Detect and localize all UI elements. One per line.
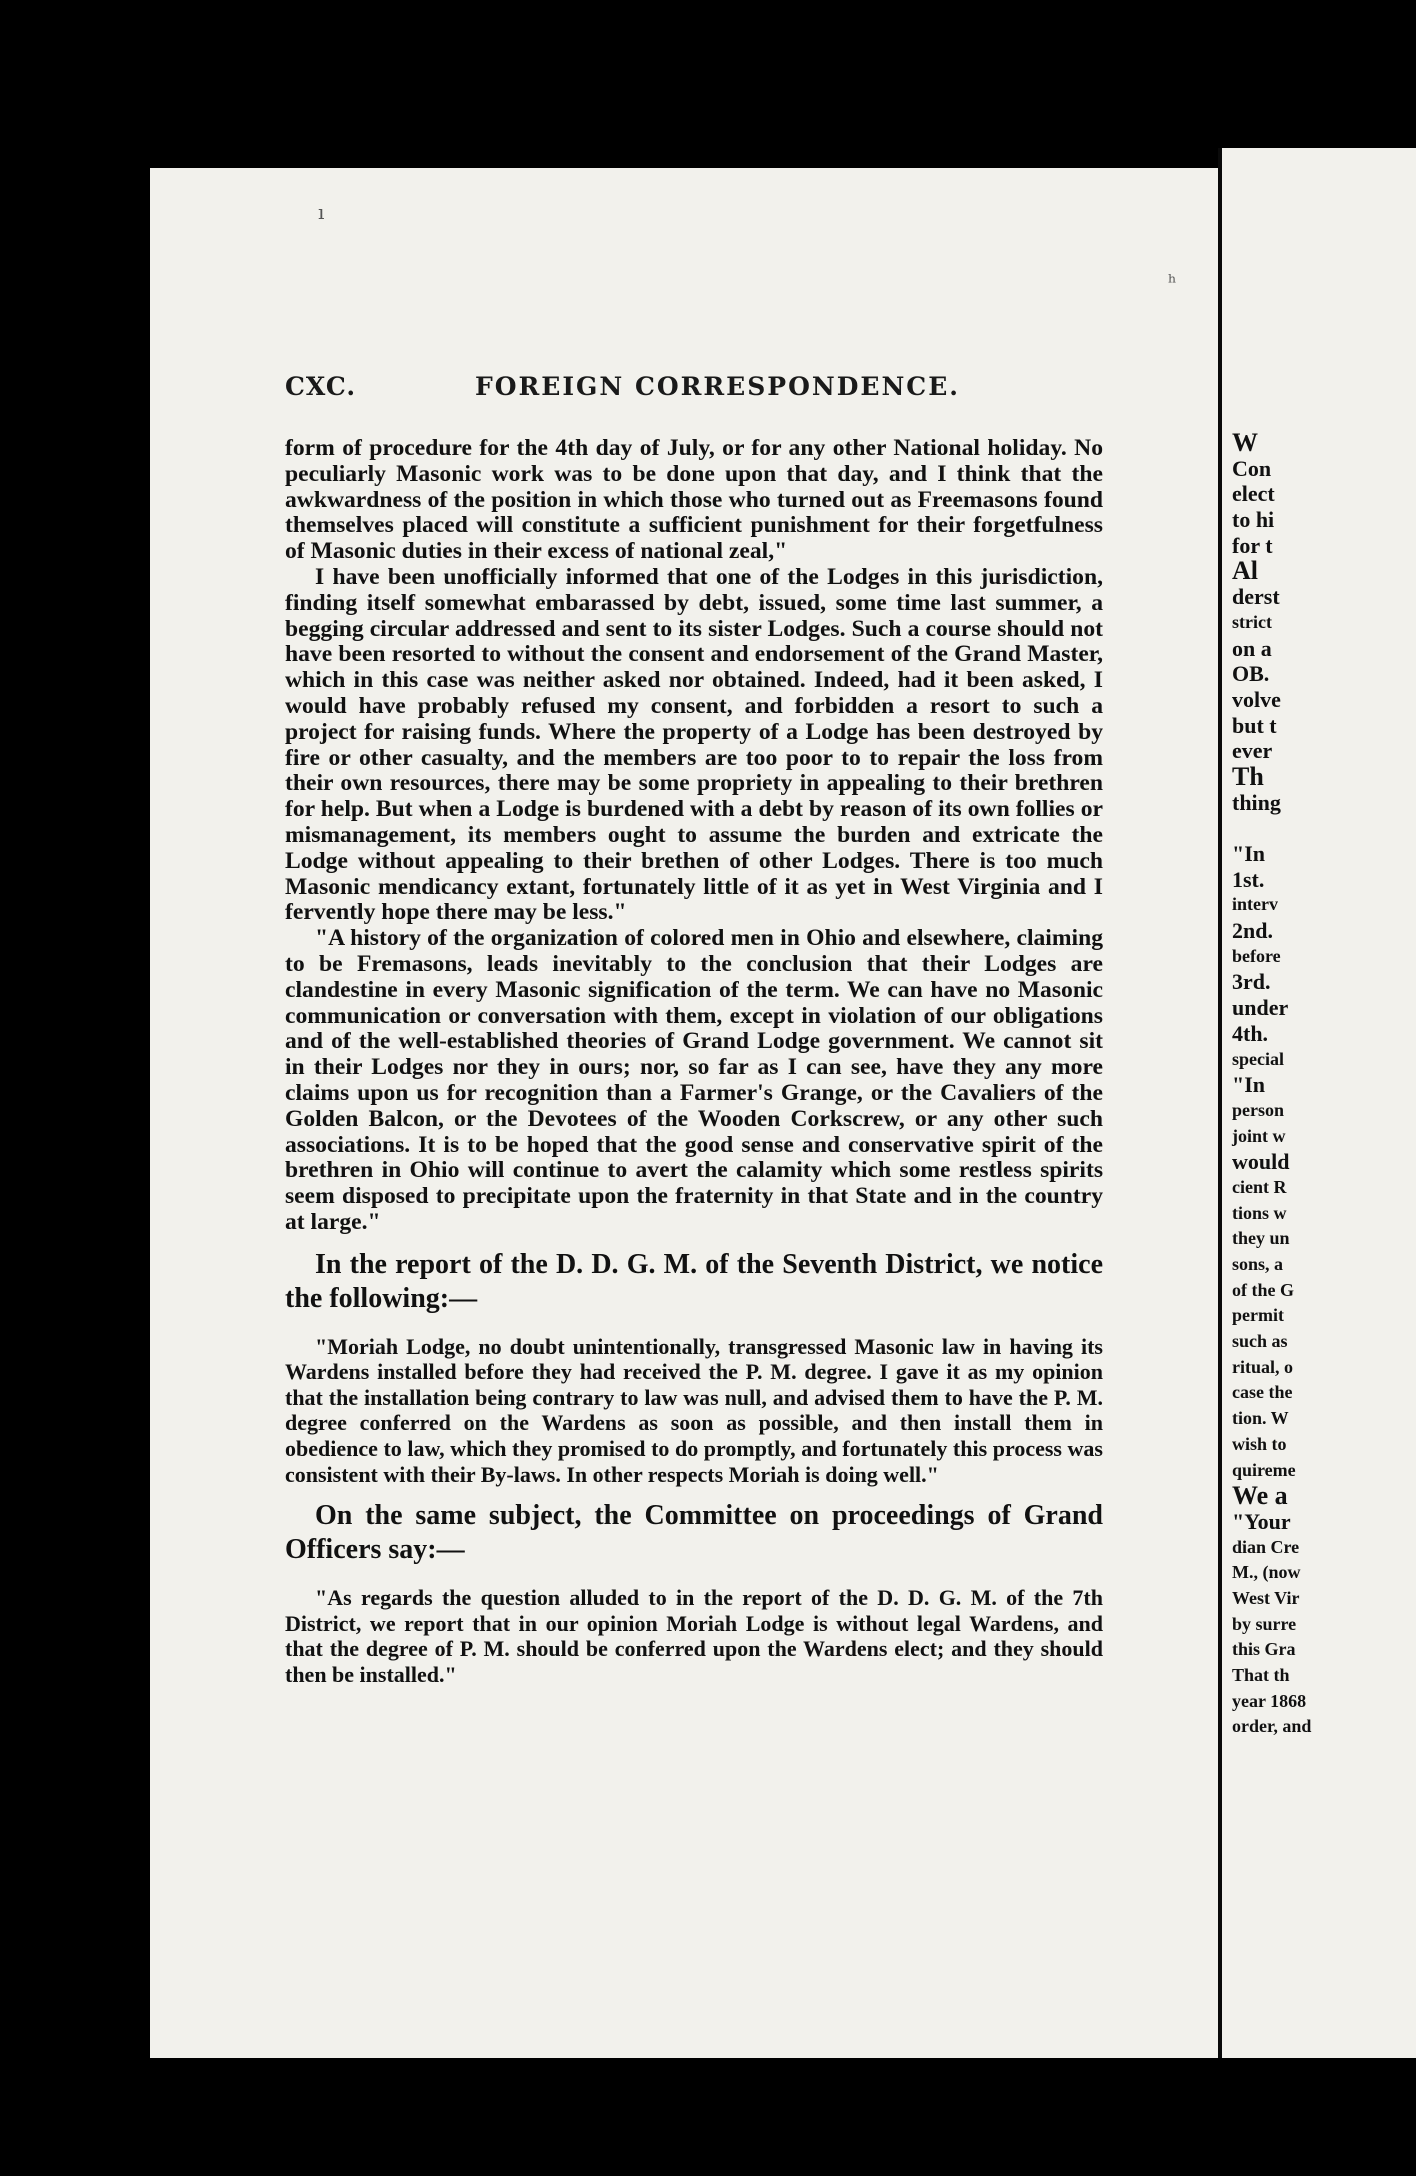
right-page-line: volve [1232, 686, 1281, 712]
right-page-line: for t [1232, 532, 1273, 558]
right-page-line: 3rd. [1232, 969, 1271, 995]
right-page-line [1232, 815, 1416, 841]
right-page-line: 1st. [1232, 866, 1265, 892]
right-page-line: by surre [1232, 1613, 1297, 1634]
right-page-line: dian Cre [1232, 1536, 1300, 1557]
right-page-line: Th [1232, 761, 1264, 791]
right-page-line: tions w [1232, 1202, 1287, 1223]
right-page-line: West Vir [1232, 1587, 1300, 1608]
right-page-line: thing [1232, 789, 1281, 815]
right-page-line: sons, a [1232, 1254, 1284, 1274]
right-page-line: interv [1232, 894, 1278, 915]
right-page-line: person [1232, 1099, 1285, 1120]
right-page-line: 2nd. [1232, 918, 1273, 944]
running-title: FOREIGN CORRESPONDENCE. [475, 372, 960, 401]
right-page-line: case the [1232, 1382, 1293, 1403]
right-page-line: permit [1232, 1305, 1284, 1326]
right-page-line: ever [1232, 738, 1273, 764]
right-page-line: Al [1232, 556, 1258, 586]
right-page-line: quireme [1232, 1459, 1296, 1480]
right-page-line: they un [1232, 1228, 1290, 1249]
right-page-line: 4th. [1232, 1020, 1269, 1046]
right-page-line: joint w [1232, 1125, 1286, 1146]
right-page-line: derst [1232, 584, 1280, 610]
right-page-line: strict [1232, 611, 1272, 632]
right-page-line: tion. W [1232, 1408, 1289, 1429]
right-page-line: year 1868 [1232, 1690, 1307, 1711]
right-page-line: wish to [1232, 1433, 1287, 1454]
right-page-line: "In [1232, 841, 1266, 866]
main-text-column [285, 436, 1103, 1688]
right-page-line: Con [1232, 455, 1272, 481]
right-page-line: cient R [1232, 1176, 1287, 1197]
right-page-line: M., (now [1232, 1562, 1301, 1583]
right-page-line: ritual, o [1232, 1356, 1293, 1377]
right-page-line: We a [1232, 1481, 1288, 1511]
right-page-line: order, and [1232, 1716, 1312, 1737]
right-page-line: That th [1232, 1665, 1290, 1685]
right-page-line: before [1232, 945, 1281, 966]
right-page-line: to hi [1232, 507, 1275, 533]
right-page-line: of the G [1232, 1279, 1294, 1300]
page-speck: ı [318, 200, 325, 224]
quote-committee-report: "As regards the question alluded to in the report of the D. D. G. M. of the 7th District, we report that in our opinion Moriah Lodge is without legal Wardens, and that the degree of P. M. should be conferred upon the Wardens elect; and they should then be installed." [285, 1585, 1103, 1688]
paragraph-continuation: form of procedure for the 4th day of July, or for any other National holiday. No peculiarly Masonic work was to be done upon that day, and I think that the awkwardness of the position in which those who turned out as Freemasons found themselves placed will constitute a sufficient punishment for their forgetfulness of Masonic duties in their excess of national zeal," [285, 435, 1103, 565]
paragraph-begging-circular: I have been unofficially informed that one of the Lodges in this jurisdiction, finding itself somewhat embarassed by debt, issued, some time last summer, a begging circular addressed and sent to its sister Lodges. Such a course should not have been resorted to without the consent and endorsement of the Grand Master, which in this case was neither asked nor obtained. Indeed, had it been asked, I would have probably refused my consent, and forbidden a resort to such a project for raising funds. Where the property of a Lodge has been destroyed by fire or other casualty, and the members are too poor to to repair the loss from their own resources, there may be some propriety in appealing to their brethren for help. But when a Lodge is burdened with a debt by reason of its own follies or mismanagement, its members ought to assume the burden and extricate the Lodge without appealing to their brethen of other Lodges. There is too much Masonic mendicancy extant, fortunately little of it as yet in West Virginia and I fervently hope there may be less." [285, 563, 1103, 926]
right-page-line: under [1232, 995, 1289, 1021]
quote-moriah-lodge: "Moriah Lodge, no doubt unintentionally, transgressed Masonic law in having its Wardens installed before they had received the P. M. degree. I gave it as my opinion that the installation being contrary to law was null, and advised them to have the P. M. degree conferred on the Wardens as soon as possible, and then install them in obedience to law, which they promised to do promptly, and fortunately this process was consistent with their By-laws. In other respects Moriah is doing well." [285, 1333, 1103, 1487]
page-number: CXC. [285, 372, 357, 401]
right-page-line: this Gra [1232, 1639, 1296, 1660]
section-heading-seventh-district: In the report of the D. D. G. M. of the Seventh District, we notice the following:— [285, 1248, 1103, 1314]
section-heading-committee: On the same subject, the Committee on proceedings of Grand Officers say:— [285, 1500, 1103, 1566]
right-page-line: would [1232, 1149, 1290, 1175]
right-page-line: on a [1232, 635, 1272, 661]
right-page-line: "In [1232, 1072, 1266, 1098]
right-page-text-fragments [1232, 430, 1416, 1740]
paragraph-colored-lodges: "A history of the organization of colored men in Ohio and elsewhere, claiming to be Fremasons, leads inevitably to the conclusion that their Lodges are clandestine in every Masonic signification of the term. We can have no Masonic communication or conversation with them, except in violation of our obligations and of the well-established theories of Grand Lodge government. We cannot sit in their Lodges nor they in ours; nor, so far as I can see, have they any more claims upon us for recognition than a Farmer's Grange, or the Cavaliers of the Golden Balcon, or the Devotees of the Wooden Corkscrew, or any other such associations. It is to be hoped that the good sense and conservative spirit of the brethren in Ohio will continue to avert the calamity which some restless spirits seem disposed to precipitate upon the fraternity in that State and in the country at large." [285, 925, 1103, 1235]
right-page-line: "Your [1232, 1508, 1291, 1534]
page-speck: ʰ [1168, 270, 1177, 294]
right-page-line: special [1232, 1048, 1284, 1069]
right-page-line: but t [1232, 712, 1277, 738]
right-page-line: W [1232, 428, 1258, 457]
right-page-line: OB. [1232, 661, 1270, 687]
right-page-line: such as [1232, 1331, 1288, 1352]
right-page-line: elect [1232, 481, 1275, 507]
